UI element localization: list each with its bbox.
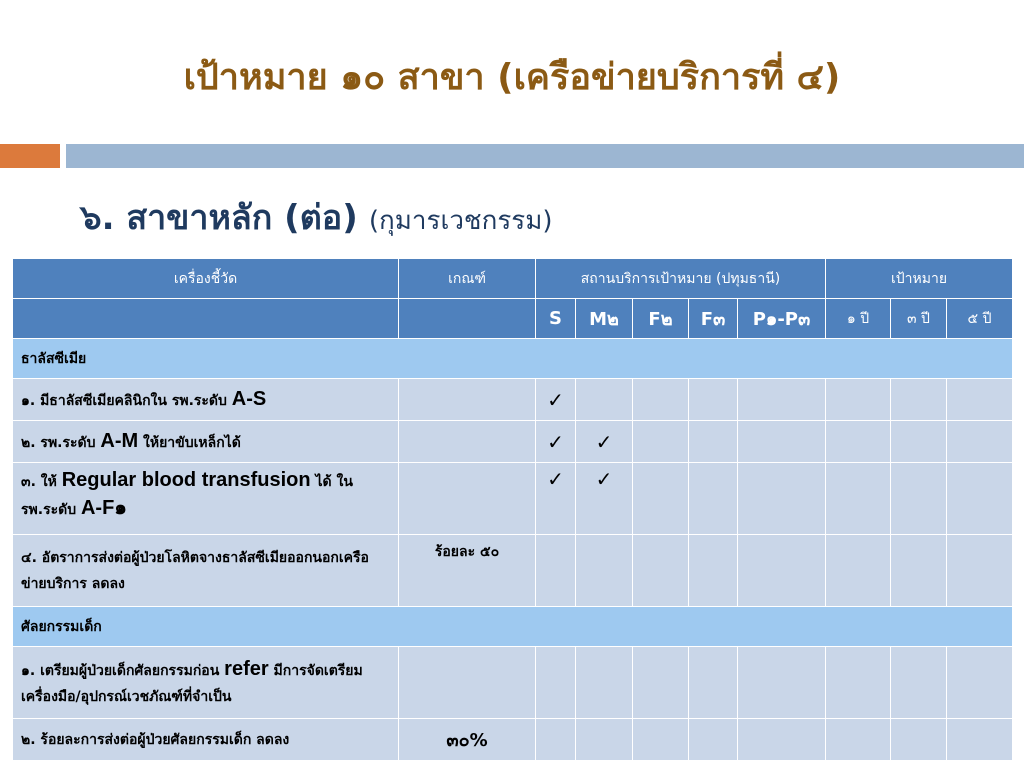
header-blank-criteria [399, 299, 536, 339]
table-row [13, 421, 1013, 463]
check-cell-5-year [947, 463, 1013, 535]
sub-header-f2: F๒ [633, 299, 689, 339]
check-cell-m2 [576, 379, 633, 421]
check-cell-1-year [826, 463, 891, 535]
check-cell-f3 [689, 647, 738, 719]
check-cell-3-year [891, 463, 947, 535]
indicator-code: A-M [100, 429, 139, 452]
slide-title: เป้าหมาย ๑๐ สาขา (เครือข่ายบริการที่ ๔) [183, 57, 841, 98]
accent-bar-orange [0, 144, 60, 168]
sub-header-m2: M๒ [576, 299, 633, 339]
check-cell-m2 [576, 535, 633, 607]
criteria-cell [399, 379, 536, 421]
check-cell-5-year [947, 647, 1013, 719]
criteria-cell [399, 421, 536, 463]
check-cell-1-year [826, 421, 891, 463]
check-cell-s: ✓ [536, 379, 576, 421]
kpi-table [12, 258, 1013, 761]
check-cell-f2 [633, 535, 689, 607]
check-cell-p1-p3 [738, 719, 826, 761]
indicator-code: Regular blood transfusion [61, 469, 311, 491]
check-cell-f2 [633, 463, 689, 535]
check-cell-3-year [891, 421, 947, 463]
header-targets: เป้าหมาย [826, 259, 1013, 299]
group-header-thalassemia [13, 339, 1013, 379]
table-row [13, 379, 1013, 421]
check-cell-3-year [891, 379, 947, 421]
check-cell-f2 [633, 421, 689, 463]
indicator-cell: ๒. รพ.ระดับ A-M ให้ยาขับเหล็กได้ [13, 421, 399, 463]
check-cell-1-year [826, 647, 891, 719]
indicator-cell: ๔. อัตราการส่งต่อผู้ป่วยโลหิตจางธาลัสซีเมียออกนอกเครือข่ายบริการ ลดลง [13, 535, 399, 607]
sub-header-3-year: ๓ ปี [891, 299, 947, 339]
indicator-cell: ๑. มีธาลัสซีเมียคลินิกใน รพ.ระดับ A-S [13, 379, 399, 421]
check-cell-s: ✓ [536, 421, 576, 463]
check-cell-m2 [576, 719, 633, 761]
check-cell-f3 [689, 535, 738, 607]
section-heading-sub: (กุมารเวชกรรม) [368, 206, 553, 236]
check-cell-s [536, 535, 576, 607]
sub-header-p1-p3: P๑-P๓ [738, 299, 826, 339]
criteria-cell: ๓๐% [399, 719, 536, 761]
check-cell-3-year [891, 719, 947, 761]
check-cell-1-year [826, 535, 891, 607]
check-cell-p1-p3 [738, 463, 826, 535]
check-cell-f3 [689, 463, 738, 535]
header-service-places: สถานบริการเป้าหมาย (ปทุมธานี) [536, 259, 826, 299]
check-cell-1-year [826, 719, 891, 761]
check-cell-f3 [689, 379, 738, 421]
indicator-cell: ๓. ให้ Regular blood transfusion ได้ ใน รพ.ระดับ A-F๑ [13, 463, 399, 535]
check-cell-3-year [891, 647, 947, 719]
check-cell-f2 [633, 719, 689, 761]
header-row-1 [13, 259, 1013, 299]
sub-header-5-year: ๕ ปี [947, 299, 1013, 339]
check-cell-p1-p3 [738, 421, 826, 463]
check-cell-5-year [947, 719, 1013, 761]
check-cell-m2 [576, 647, 633, 719]
indicator-cell: ๑. เตรียมผู้ป่วยเด็กศัลยกรรมก่อน refer มีการจัดเตรียมเครื่องมือ/อุปกรณ์เวชภัณฑ์ที่จำเป็น [13, 647, 399, 719]
criteria-cell [399, 463, 536, 535]
table-row [13, 535, 1013, 607]
sub-header-1-year: ๑ ปี [826, 299, 891, 339]
check-cell-5-year [947, 535, 1013, 607]
criteria-cell [399, 647, 536, 719]
section-heading-main: ๖. สาขาหลัก (ต่อ) [80, 198, 358, 238]
indicator-code: refer [224, 657, 269, 680]
group-header-pediatric-surgery [13, 607, 1013, 647]
header-indicator: เครื่องชี้วัด [13, 259, 399, 299]
check-cell-f2 [633, 647, 689, 719]
header-row-2 [13, 299, 1013, 339]
check-cell-s: ✓ [536, 463, 576, 535]
header-criteria: เกณฑ์ [399, 259, 536, 299]
check-cell-1-year [826, 379, 891, 421]
check-cell-5-year [947, 379, 1013, 421]
section-heading [80, 190, 553, 244]
table-row [13, 647, 1013, 719]
check-cell-3-year [891, 535, 947, 607]
sub-header-f3: F๓ [689, 299, 738, 339]
indicator-code: A-S [231, 387, 267, 410]
check-cell-s [536, 647, 576, 719]
indicator-cell: ๒. ร้อยละการส่งต่อผู้ป่วยศัลยกรรมเด็ก ลดลง [13, 719, 399, 761]
accent-bar-blue [66, 144, 1024, 168]
table-row [13, 463, 1013, 535]
check-cell-m2: ✓ [576, 463, 633, 535]
check-cell-f3 [689, 719, 738, 761]
check-cell-p1-p3 [738, 535, 826, 607]
check-cell-5-year [947, 421, 1013, 463]
check-cell-m2: ✓ [576, 421, 633, 463]
check-cell-p1-p3 [738, 379, 826, 421]
check-cell-p1-p3 [738, 647, 826, 719]
check-cell-s [536, 719, 576, 761]
header-blank-indicator [13, 299, 399, 339]
table-row [13, 719, 1013, 761]
check-cell-f3 [689, 421, 738, 463]
group-name: ธาลัสซีเมีย [13, 339, 1013, 379]
criteria-cell: ร้อยละ ๕๐ [399, 535, 536, 607]
check-cell-f2 [633, 379, 689, 421]
indicator-code-2: A-F๑ [80, 497, 127, 519]
sub-header-s: S [536, 299, 576, 339]
group-name: ศัลยกรรมเด็ก [13, 607, 1013, 647]
